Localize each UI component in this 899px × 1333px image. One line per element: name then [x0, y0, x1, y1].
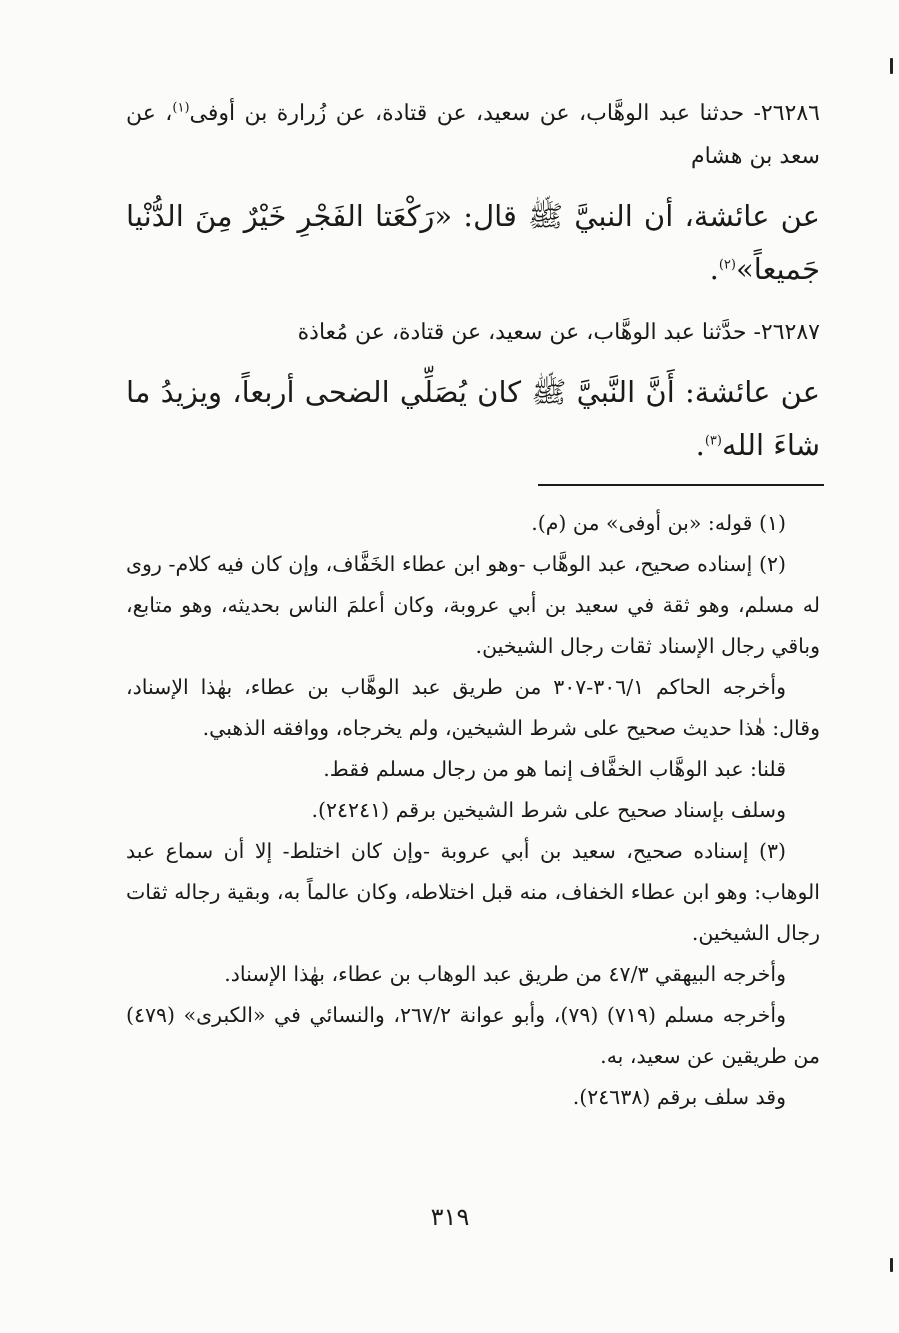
- hadith-26287-isnad-text: ٢٦٢٨٧- حدَّثنا عبد الوهَّاب، عن سعيد، عن قتادة، عن مُعاذة: [297, 320, 820, 345]
- footnote-3: (٣) إسناده صحيح، سعيد بن أبي عروبة -وإن كان اختلط- إلا أن سماع عبد الوهاب: وهو ابن عطاء الخفاف، منه قبل اختلاطه، وكان عالماً به، وبقية رجاله ثقات رجال الشيخين.: [126, 839, 820, 945]
- hadith-26287-matn: [126, 366, 820, 472]
- footnote-2: (٢) إسناده صحيح، عبد الوهَّاب -وهو ابن عطاء الخَفَّاف، وإن كان فيه كلام- روى له مسلم، وهو ثقة في سعيد بن أبي عروبة، وكان أعلمَ الناس بحديثه، وهو متابع، وباقي رجال الإسناد ثقات رجال الشيخين.: [126, 552, 820, 658]
- hadith-26286-isnad-tail: ، عن سعد بن هشام: [126, 101, 820, 169]
- hadith-26286-matn-text: عن عائشة، أن النبيَّ ﷺ قال: «رَكْعَتا الفَجْرِ خَيْرٌ مِنَ الدُّنْيا جَميعاً»: [126, 199, 820, 286]
- hadith-26287-matn-text: عن عائشة: أَنَّ النَّبيَّ ﷺ كان يُصَلِّي الضحى أربعاً، ويزيدُ ما شاءَ الله: [126, 375, 820, 462]
- scan-edge-mark-top: [890, 58, 893, 74]
- footnote-ref-3: (٣): [704, 433, 722, 449]
- footnote-3-takhrij-muslim: وأخرجه مسلم (٧١٩) (٧٩)، وأبو عوانة ٢٦٧/٢، والنسائي في «الكبرى» (٤٧٩) من طريقين عن سعيد، به.: [126, 1003, 820, 1068]
- scan-edge-mark-bottom: [890, 1258, 893, 1272]
- hadith-26287-matn-tail: .: [695, 428, 705, 462]
- footnote-ref-1: (١): [172, 100, 190, 116]
- footnote-3-cross-ref: وقد سلف برقم (٢٤٦٣٨).: [572, 1085, 786, 1109]
- footnote-3-takhrij-bayhaqi: وأخرجه البيهقي ٤٧/٣ من طريق عبد الوهاب بن عطاء، بهٰذا الإسناد.: [224, 962, 786, 986]
- footnote-ref-2: (٢): [718, 257, 736, 273]
- footnote-2-comment: قلنا: عبد الوهَّاب الخفَّاف إنما هو من رجال مسلم فقط.: [323, 757, 786, 781]
- footnote-1: (١) قوله: «بن أوفى» من (م).: [531, 511, 786, 535]
- hadith-26286-isnad: [126, 92, 820, 178]
- footnotes: [126, 503, 820, 1118]
- hadith-26286-matn: [126, 190, 820, 296]
- footnote-2-takhrij: وأخرجه الحاكم ٣٠٦/١-٣٠٧ من طريق عبد الوهَّاب بن عطاء، بهٰذا الإسناد، وقال: هٰذا حديث صحيح على شرط الشيخين، ولم يخرجاه، ووافقه الذهبي.: [126, 675, 820, 740]
- hadith-26286-isnad-text: ٢٦٢٨٦- حدثنا عبد الوهَّاب، عن سعيد، عن قتادة، عن زُرارة بن أوفى: [189, 101, 820, 126]
- hadith-26286-matn-tail: .: [709, 252, 719, 286]
- footnote-separator: [538, 484, 824, 486]
- hadith-26287-isnad: [126, 311, 820, 354]
- page-number: ٣١٩: [430, 1203, 470, 1231]
- footnote-2-cross-ref: وسلف بإسناد صحيح على شرط الشيخين برقم (٢٤٢٤١).: [311, 798, 786, 822]
